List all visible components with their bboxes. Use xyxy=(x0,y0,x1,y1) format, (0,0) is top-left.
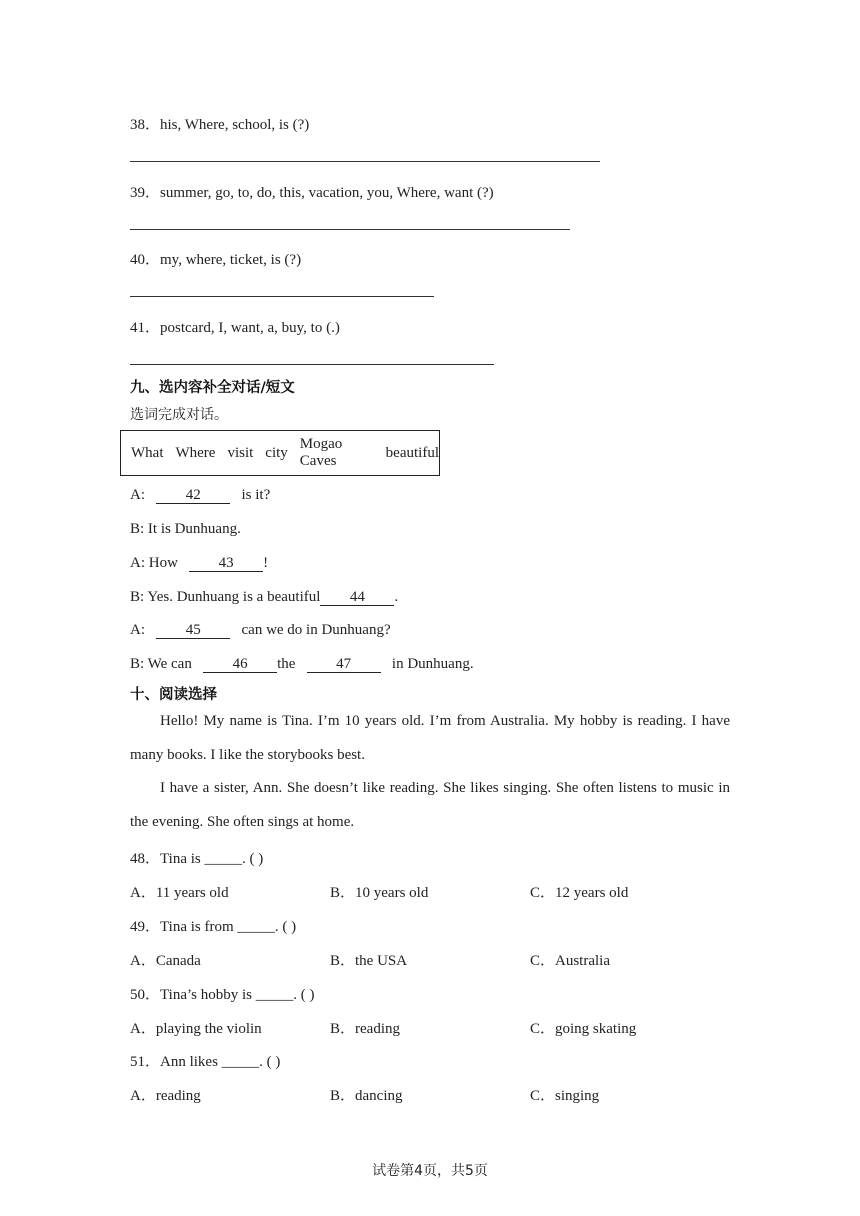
answer-line-41[interactable] xyxy=(130,364,494,365)
word-bank-item: city xyxy=(265,444,288,461)
question-38: 38．his, Where, school, is (?) xyxy=(130,117,310,133)
blank-46[interactable]: 46 xyxy=(203,657,277,673)
reading-paragraph-2: I have a sister, Ann. She doesn’t like reading. She likes singing. She often listens to music in the evening. She often sings at home. xyxy=(130,780,730,830)
question-41: 41．postcard, I, want, a, buy, to (.) xyxy=(130,320,340,336)
option-49-b[interactable]: B．the USA xyxy=(330,953,408,969)
blank-44[interactable]: 44 xyxy=(320,590,394,606)
option-50-a[interactable]: A．playing the violin xyxy=(130,1021,262,1037)
option-48-b[interactable]: B．10 years old xyxy=(330,885,429,901)
option-49-c[interactable]: C．Australia xyxy=(530,953,610,969)
dialogue-line-6: B: We can 46 the 47 in Dunhuang. xyxy=(130,656,474,672)
blank-43[interactable]: 43 xyxy=(189,556,263,572)
blank-47[interactable]: 47 xyxy=(307,657,381,673)
word-bank-item: beautiful xyxy=(385,444,439,461)
option-48-a[interactable]: A．11 years old xyxy=(130,885,229,901)
option-51-c[interactable]: C．singing xyxy=(530,1088,600,1104)
blank-42[interactable]: 42 xyxy=(156,488,230,504)
section-9-instruction: 选词完成对话。 xyxy=(130,407,228,423)
word-bank xyxy=(120,430,440,476)
word-bank-item: Mogao Caves xyxy=(299,436,343,469)
dialogue-line-4: B: Yes. Dunhuang is a beautiful 44 . xyxy=(130,589,399,605)
question-40: 40．my, where, ticket, is (?) xyxy=(130,252,302,268)
dialogue-line-1: A: 42 is it? xyxy=(130,487,271,503)
answer-line-40[interactable] xyxy=(130,296,434,297)
dialogue-line-3: A: How 43 ! xyxy=(130,555,269,571)
question-39: 39．summer, go, to, do, this, vacation, you, Where, want (?) xyxy=(130,185,494,201)
word-bank-item: What xyxy=(131,444,164,461)
option-49-a[interactable]: A．Canada xyxy=(130,953,201,969)
dialogue-line-2: B: It is Dunhuang. xyxy=(130,521,241,537)
option-48-c[interactable]: C．12 years old xyxy=(530,885,629,901)
word-bank-item: Where xyxy=(175,444,216,461)
question-48: 48．Tina is _____. ( ) xyxy=(130,851,264,867)
option-50-c[interactable]: C．going skating xyxy=(530,1021,637,1037)
question-49: 49．Tina is from _____. ( ) xyxy=(130,919,297,935)
answer-line-38[interactable] xyxy=(130,161,600,162)
reading-paragraph-1: Hello! My name is Tina. I’m 10 years old. I’m from Australia. My hobby is reading. I have many books. I like the storybooks best. xyxy=(130,713,730,763)
section-10-heading: 十、阅读选择 xyxy=(130,687,217,703)
option-50-b[interactable]: B．reading xyxy=(330,1021,400,1037)
dialogue-line-5: A: 45 can we do in Dunhuang? xyxy=(130,622,391,638)
answer-line-39[interactable] xyxy=(130,229,570,230)
section-9-heading: 九、选内容补全对话/短文 xyxy=(130,380,295,396)
option-51-b[interactable]: B．dancing xyxy=(330,1088,403,1104)
question-51: 51．Ann likes _____. ( ) xyxy=(130,1054,281,1070)
page-footer: 试卷第4页，共5页 xyxy=(372,1163,488,1179)
option-51-a[interactable]: A．reading xyxy=(130,1088,201,1104)
question-50: 50．Tina’s hobby is _____. ( ) xyxy=(130,987,315,1003)
blank-45[interactable]: 45 xyxy=(156,623,230,639)
word-bank-item: visit xyxy=(227,444,254,461)
